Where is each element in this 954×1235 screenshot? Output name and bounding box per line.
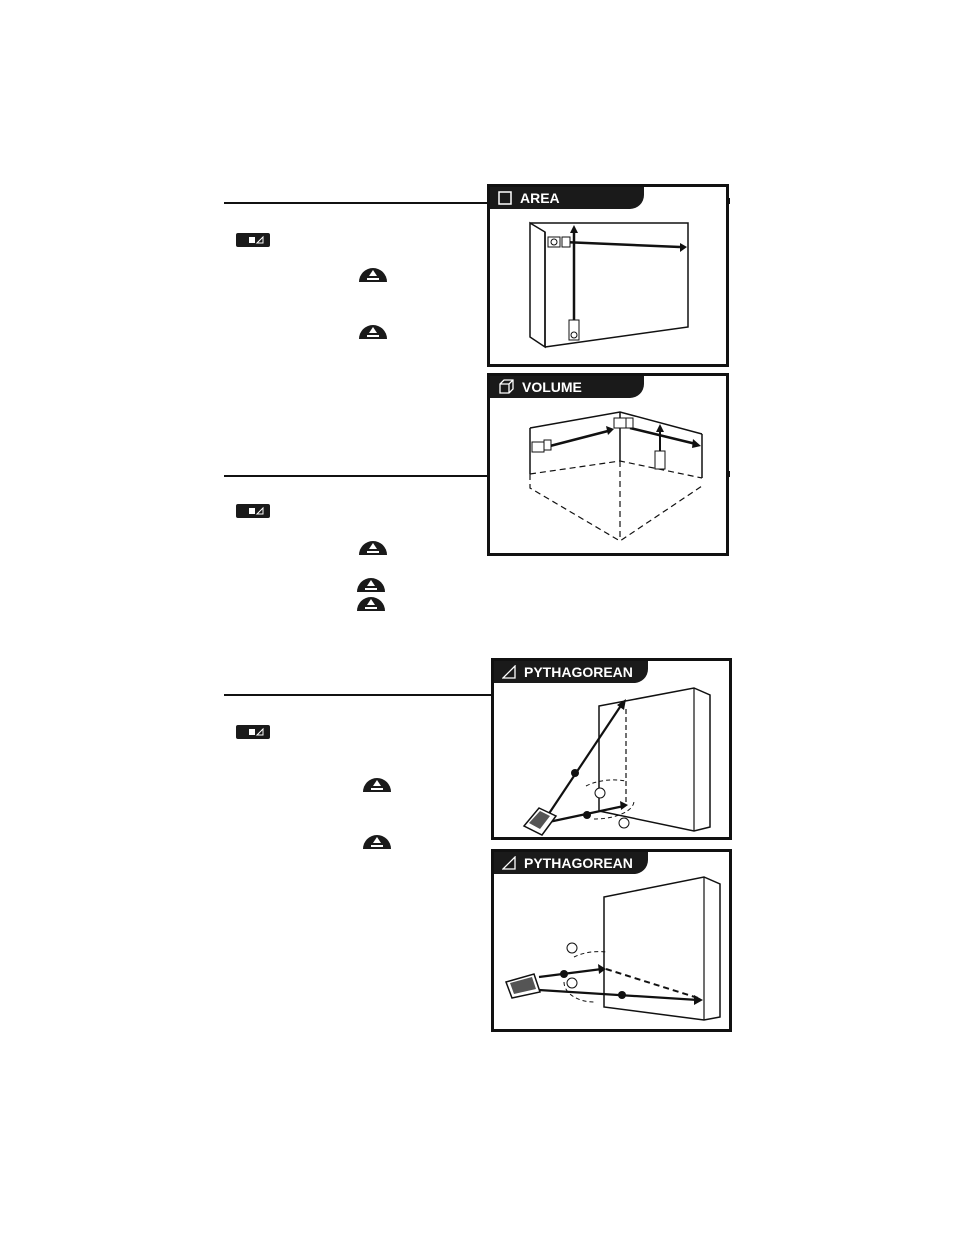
section-divider-volume <box>224 475 488 477</box>
cube-icon <box>498 379 514 395</box>
volume-title: VOLUME <box>522 379 582 395</box>
laser-button-icon <box>356 577 386 593</box>
section-divider-area <box>224 202 488 204</box>
pythagorean-tab-1 <box>494 661 648 683</box>
mode-button-icon <box>236 504 270 518</box>
pythagorean-tab-2 <box>494 852 648 874</box>
pythagorean-title-1: PYTHAGOREAN <box>524 664 633 680</box>
section-divider-pythagorean <box>224 694 492 696</box>
triangle-icon <box>502 856 516 870</box>
area-title: AREA <box>520 190 560 206</box>
volume-illustration <box>490 376 726 553</box>
laser-button-icon <box>362 777 392 793</box>
pythagorean-illustration-1 <box>494 661 729 837</box>
laser-button-icon <box>362 834 392 850</box>
triangle-icon <box>502 665 516 679</box>
area-illustration <box>490 187 726 364</box>
volume-tab <box>490 376 644 398</box>
laser-button-icon <box>356 596 386 612</box>
pythagorean-panel-2 <box>491 849 732 1032</box>
mode-button-icon <box>236 233 270 247</box>
area-tab <box>490 187 644 209</box>
pythagorean-illustration-2 <box>494 852 729 1029</box>
mode-button-icon <box>236 725 270 739</box>
pythagorean-title-2: PYTHAGOREAN <box>524 855 633 871</box>
laser-button-icon <box>358 540 388 556</box>
pythagorean-panel-1 <box>491 658 732 840</box>
laser-button-icon <box>358 267 388 283</box>
volume-panel <box>487 373 729 556</box>
laser-button-icon <box>358 324 388 340</box>
square-icon <box>498 191 512 205</box>
area-panel <box>487 184 729 367</box>
